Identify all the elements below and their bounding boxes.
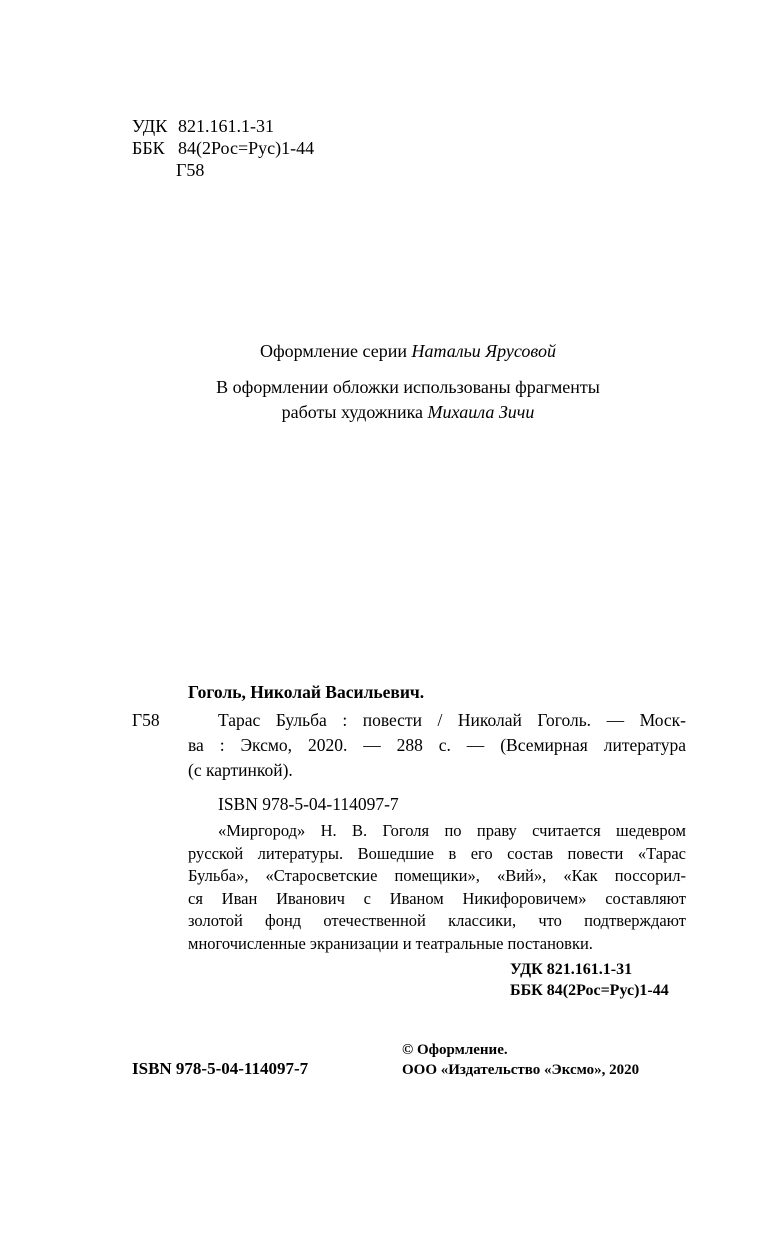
- desc-line: (с картинкой).: [188, 760, 293, 780]
- copyright-line1: © Оформление.: [402, 1042, 508, 1058]
- udk-label: УДК: [132, 116, 168, 136]
- annotation: [188, 820, 686, 955]
- udk-value: 821.161.1-31: [178, 116, 274, 136]
- udk-bottom: УДК 821.161.1-31: [510, 961, 633, 978]
- desc-line: Тарас Бульба : повести / Николай Гоголь. — Моск-: [218, 710, 686, 730]
- annotation-line: золотой фонд отечественной классики, что подтверждают: [188, 911, 686, 930]
- annotation-line: Бульба», «Старосветские помещики», «Вий», «Как поссорил-: [188, 866, 686, 885]
- copyright-line2: ООО «Издательство «Эксмо», 2020: [402, 1062, 640, 1078]
- author-heading: Гоголь, Николай Васильевич.: [188, 682, 425, 702]
- annotation-line: ся Иван Иванович с Иваном Никифоровичем» составляют: [188, 888, 686, 908]
- bbk-value: 84(2Рос=Рус)1-44: [178, 138, 315, 158]
- annotation-line: русской литературы. Вошедшие в его состав повести «Тарас: [188, 843, 686, 863]
- cover-artist-name: Михаила Зичи: [427, 402, 535, 422]
- annotation-line: многочисленные экранизации и театральные постановки.: [188, 933, 593, 953]
- isbn-footer: ISBN 978-5-04-114097-7: [132, 1059, 309, 1078]
- author-mark-top: Г58: [176, 160, 205, 180]
- isbn-record: ISBN 978-5-04-114097-7: [218, 794, 399, 814]
- bbk-bottom: ББК 84(2Рос=Рус)1-44: [510, 982, 669, 999]
- series-design-credit: [0, 340, 768, 362]
- annotation-line: «Миргород» Н. В. Гоголя по праву считается шедевром: [218, 821, 686, 840]
- series-design-prefix: Оформление серии: [260, 341, 412, 361]
- series-designer-name: Натальи Ярусовой: [411, 341, 556, 361]
- bbk-label: ББК: [132, 138, 165, 158]
- desc-line: ва : Эксмо, 2020. — 288 с. — (Всемирная литература: [188, 735, 686, 755]
- cover-credit-prefix: работы художника: [281, 402, 428, 422]
- author-mark-record: Г58: [132, 710, 160, 730]
- cover-credit-line1: В оформлении обложки использованы фрагменты: [216, 377, 600, 397]
- cover-credit-line2: [0, 401, 768, 423]
- bibliographic-description: [188, 708, 686, 783]
